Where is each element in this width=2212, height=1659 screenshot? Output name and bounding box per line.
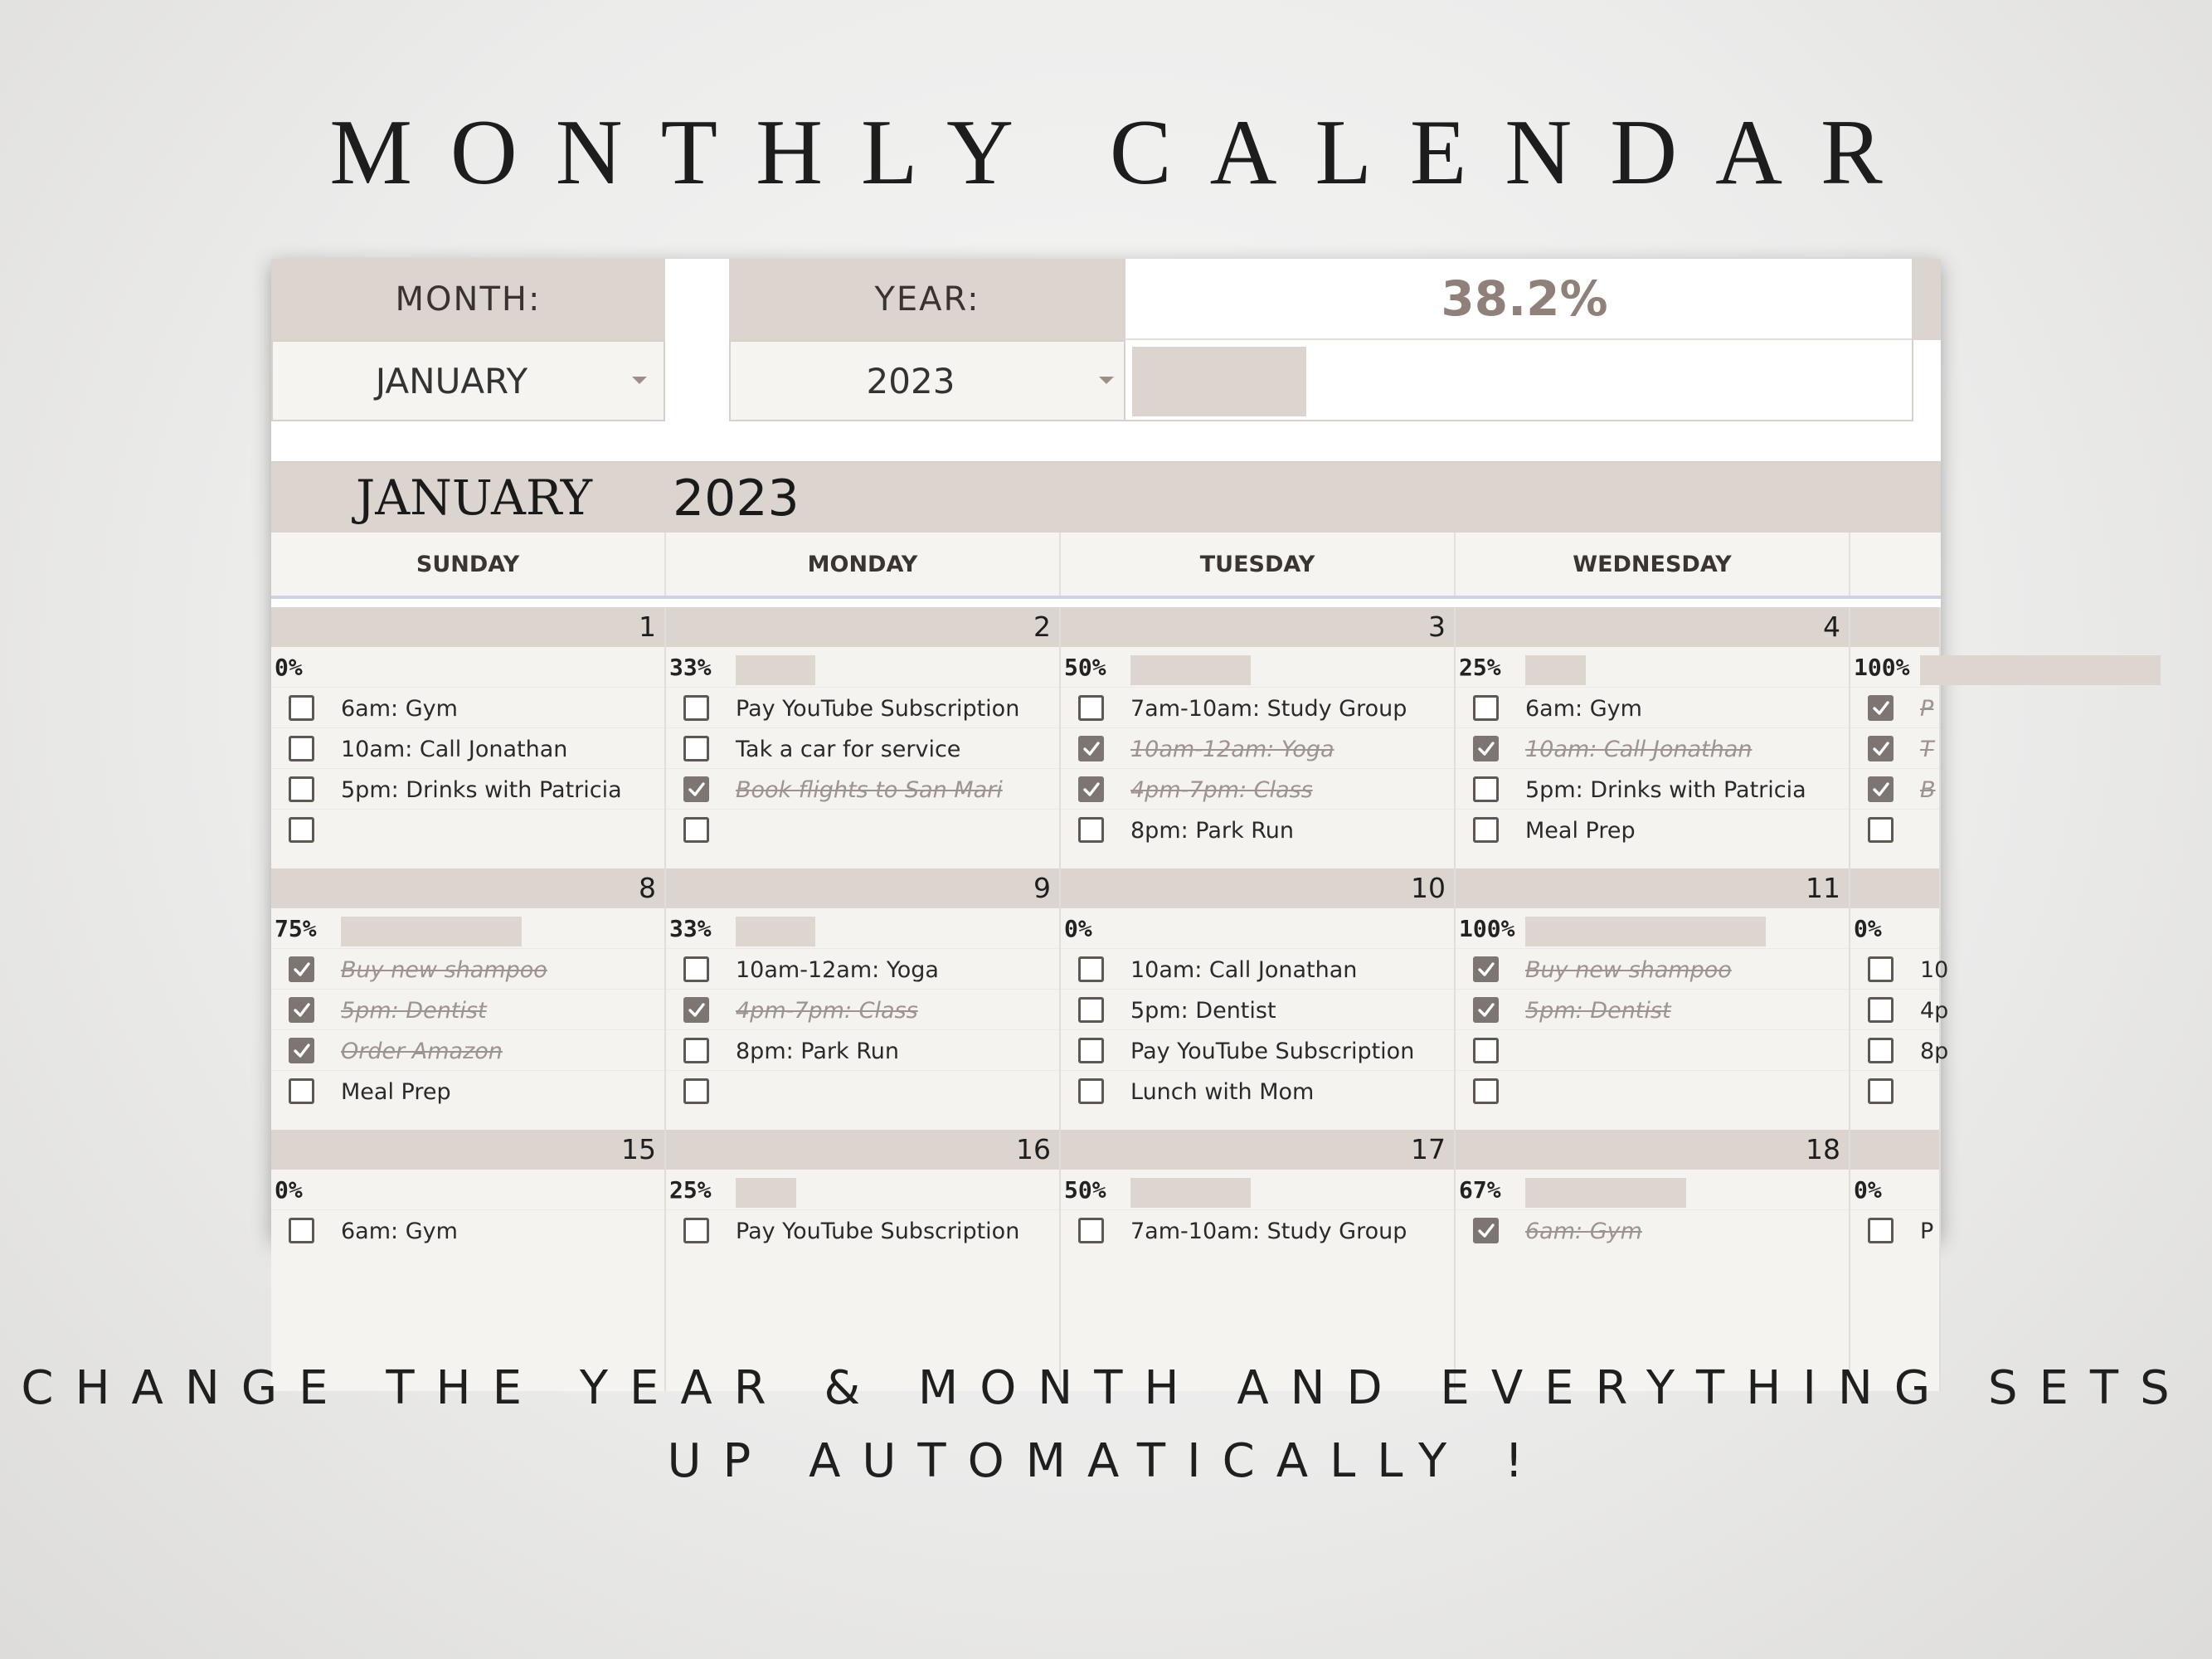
day-progress-row <box>1061 1170 1454 1209</box>
checkmark-icon <box>293 961 311 979</box>
weekday-thursday-partial <box>1850 533 1941 596</box>
day-progress-percent: 0% <box>1854 1176 1882 1204</box>
task-text[interactable]: 10am: Call Jonathan <box>1525 737 1753 762</box>
checkmark-icon <box>1477 1001 1495 1019</box>
task-checkbox[interactable] <box>1078 776 1104 802</box>
checkmark-icon <box>688 1001 706 1019</box>
task-item <box>271 948 664 989</box>
task-checkbox[interactable] <box>1078 695 1104 721</box>
task-checkbox[interactable] <box>1473 817 1499 843</box>
day-progress-bar <box>736 1178 796 1208</box>
task-checkbox[interactable] <box>1473 997 1499 1023</box>
task-text[interactable]: Tak a car for service <box>736 737 961 762</box>
day-cell <box>666 868 1061 1130</box>
checkmark-icon <box>1082 740 1101 758</box>
day-number: 1 <box>639 611 656 643</box>
day-progress-row <box>271 1170 664 1209</box>
day-number-bar <box>1850 868 1939 908</box>
task-item <box>1061 989 1454 1029</box>
task-checkbox[interactable] <box>1078 736 1104 761</box>
task-item <box>666 1209 1059 1250</box>
day-progress-row <box>271 908 664 948</box>
day-number-bar <box>271 868 664 908</box>
weekday-wednesday: WEDNESDAY <box>1456 533 1850 596</box>
checkmark-icon <box>688 781 706 799</box>
task-item <box>271 687 664 727</box>
task-checkbox[interactable] <box>1473 695 1499 721</box>
task-text[interactable]: 6am: Gym <box>1525 696 1642 722</box>
task-item <box>1850 948 1949 989</box>
year-dropdown[interactable] <box>729 340 1125 421</box>
task-text[interactable]: 10am-12am: Yoga <box>736 957 939 983</box>
checkmark-icon <box>1477 961 1495 979</box>
task-item <box>666 768 1059 809</box>
task-item <box>666 1029 1059 1070</box>
task-item <box>666 948 1059 989</box>
task-text[interactable]: 7am-10am: Study Group <box>1130 696 1407 722</box>
day-progress-percent: 0% <box>275 654 303 681</box>
task-checkbox[interactable] <box>1473 736 1499 761</box>
calendar-title <box>271 461 1941 533</box>
calendar-title-year: 2023 <box>673 469 800 528</box>
task-item <box>1061 727 1454 768</box>
task-item <box>1850 1029 1949 1070</box>
task-text[interactable]: Buy new shampoo <box>1525 957 1732 983</box>
task-item <box>271 809 664 849</box>
day-cell <box>1456 868 1850 1130</box>
day-progress-percent: 75% <box>275 915 317 942</box>
day-number: 3 <box>1428 611 1446 643</box>
day-progress-row <box>666 1170 1059 1209</box>
day-number-bar <box>1850 1130 1939 1170</box>
day-progress-bar <box>1130 1178 1251 1208</box>
caption: CHANGE THE YEAR & MONTH AND EVERYTHING SETS UP AUTOMATICALLY ! <box>21 1361 2191 1488</box>
task-checkbox[interactable] <box>289 1218 314 1243</box>
task-text[interactable]: 8pm: Park Run <box>736 1039 900 1064</box>
task-checkbox[interactable] <box>1078 997 1104 1023</box>
task-checkbox[interactable] <box>1078 817 1104 843</box>
day-cell <box>1850 868 1949 1130</box>
task-checkbox[interactable] <box>1868 817 1894 843</box>
checkmark-icon <box>293 1001 311 1019</box>
day-number-bar <box>666 607 1059 647</box>
task-checkbox[interactable] <box>1868 1038 1894 1063</box>
day-progress-row <box>1061 908 1454 948</box>
day-progress-row <box>666 908 1059 948</box>
day-progress-bar <box>1525 655 1586 685</box>
overall-progress-bar <box>1125 340 1923 421</box>
day-number: 15 <box>621 1133 656 1165</box>
task-text[interactable]: Meal Prep <box>341 1079 451 1105</box>
day-progress-bar <box>341 917 522 946</box>
task-item <box>1850 1209 1939 1250</box>
task-item <box>271 989 664 1029</box>
day-number-bar <box>666 1130 1059 1170</box>
task-item <box>271 768 664 809</box>
day-number: 2 <box>1033 611 1051 643</box>
task-checkbox[interactable] <box>1078 1038 1104 1063</box>
task-item <box>1061 809 1454 849</box>
task-item <box>666 1070 1059 1111</box>
task-item <box>1850 809 1939 849</box>
task-checkbox[interactable] <box>1078 1078 1104 1104</box>
day-progress-bar <box>1525 917 1766 946</box>
day-progress-percent: 25% <box>669 1176 712 1204</box>
weekday-monday: MONDAY <box>666 533 1061 596</box>
task-text[interactable]: 5pm: Dentist <box>341 998 487 1024</box>
day-number-bar <box>1456 1130 1849 1170</box>
task-item <box>1061 948 1454 989</box>
day-progress-percent: 33% <box>669 654 712 681</box>
task-item <box>1456 1070 1849 1111</box>
task-item <box>1850 727 1939 768</box>
task-checkbox[interactable] <box>683 1218 709 1243</box>
task-checkbox[interactable] <box>1473 1038 1499 1063</box>
task-item <box>271 727 664 768</box>
day-progress-percent: 33% <box>669 915 712 942</box>
task-checkbox[interactable] <box>289 695 314 721</box>
task-checkbox[interactable] <box>1868 956 1894 982</box>
checkmark-icon <box>1477 740 1495 758</box>
task-checkbox[interactable] <box>1473 1078 1499 1104</box>
task-item <box>1850 687 1939 727</box>
task-text[interactable]: 10am: Call Jonathan <box>1130 957 1358 983</box>
task-checkbox[interactable] <box>1868 1078 1894 1104</box>
day-progress-percent: 67% <box>1459 1176 1501 1204</box>
task-item <box>1456 948 1849 989</box>
task-checkbox[interactable] <box>289 956 314 982</box>
task-checkbox[interactable] <box>1868 1218 1894 1243</box>
day-progress-row <box>1850 908 1939 948</box>
task-item <box>1061 687 1454 727</box>
task-text[interactable]: P <box>1920 1219 1934 1244</box>
task-checkbox[interactable] <box>1473 776 1499 802</box>
task-checkbox[interactable] <box>289 997 314 1023</box>
calendar-title-month: JANUARY <box>356 469 593 526</box>
day-progress-percent: 0% <box>275 1176 303 1204</box>
month-dropdown[interactable] <box>271 340 665 421</box>
day-number-bar <box>666 868 1059 908</box>
day-progress-row <box>1850 647 1939 687</box>
year-value: 2023 <box>866 360 955 401</box>
task-text[interactable]: 10am-12am: Yoga <box>1130 737 1334 762</box>
day-number-bar <box>1061 868 1454 908</box>
task-item <box>1456 768 1849 809</box>
checkmark-icon <box>1872 781 1890 799</box>
task-item <box>271 1070 664 1111</box>
task-item <box>271 1209 664 1250</box>
task-checkbox[interactable] <box>1473 956 1499 982</box>
day-number: 16 <box>1016 1133 1051 1165</box>
task-item <box>1456 687 1849 727</box>
task-checkbox[interactable] <box>289 817 314 843</box>
day-progress-bar <box>736 655 815 685</box>
task-item <box>271 1029 664 1070</box>
chevron-down-icon <box>632 377 647 384</box>
task-checkbox[interactable] <box>683 695 709 721</box>
task-item <box>1061 1029 1454 1070</box>
day-progress-row <box>1456 1170 1849 1209</box>
task-text[interactable]: 7am-10am: Study Group <box>1130 1219 1407 1244</box>
day-number-bar <box>271 1130 664 1170</box>
task-text[interactable]: B <box>1920 777 1936 803</box>
task-text[interactable]: Order Amazon <box>341 1039 503 1064</box>
task-checkbox[interactable] <box>683 776 709 802</box>
day-number-bar <box>1061 607 1454 647</box>
task-checkbox[interactable] <box>683 956 709 982</box>
day-number-bar <box>1061 1130 1454 1170</box>
task-item <box>1456 727 1849 768</box>
day-progress-row <box>1850 1170 1939 1209</box>
day-number: 17 <box>1411 1133 1446 1165</box>
task-text[interactable]: 4p <box>1920 998 1949 1024</box>
day-cell <box>271 868 666 1130</box>
task-text[interactable]: P <box>1920 696 1934 722</box>
day-progress-percent: 50% <box>1064 1176 1106 1204</box>
day-progress-percent: 0% <box>1064 915 1092 942</box>
day-cell <box>1061 607 1456 868</box>
task-checkbox[interactable] <box>683 997 709 1023</box>
chevron-down-icon <box>1099 377 1114 384</box>
task-checkbox[interactable] <box>289 1078 314 1104</box>
day-progress-percent: 0% <box>1854 915 1882 942</box>
task-text[interactable]: 4pm-7pm: Class <box>1130 777 1313 803</box>
task-item <box>1456 1029 1849 1070</box>
day-cell <box>271 607 666 868</box>
day-progress-row <box>666 647 1059 687</box>
day-progress-row <box>1456 908 1849 948</box>
day-progress-bar <box>1920 655 2161 685</box>
day-cell <box>1456 607 1850 868</box>
checkmark-icon <box>1477 1222 1495 1240</box>
task-text[interactable]: Pay YouTube Subscription <box>736 1219 1020 1244</box>
day-progress-bar <box>1130 655 1251 685</box>
day-progress-bar <box>1525 1178 1686 1208</box>
task-checkbox[interactable] <box>683 1038 709 1063</box>
day-progress-percent: 50% <box>1064 654 1106 681</box>
task-item <box>1850 1070 1939 1111</box>
task-checkbox[interactable] <box>683 736 709 761</box>
task-checkbox[interactable] <box>289 736 314 761</box>
day-number: 8 <box>639 872 656 904</box>
task-checkbox[interactable] <box>1868 776 1894 802</box>
task-text[interactable]: 5pm: Drinks with Patricia <box>1525 777 1806 803</box>
task-text[interactable]: 5pm: Drinks with Patricia <box>341 777 622 803</box>
task-text[interactable]: 5pm: Dentist <box>1130 998 1276 1024</box>
task-item <box>666 809 1059 849</box>
task-text[interactable]: 4pm-7pm: Class <box>736 998 918 1024</box>
task-checkbox[interactable] <box>289 776 314 802</box>
checkmark-icon <box>293 1042 311 1060</box>
day-number-bar <box>1456 868 1849 908</box>
weekday-tuesday: TUESDAY <box>1061 533 1456 596</box>
task-item <box>1456 989 1849 1029</box>
task-item <box>666 989 1059 1029</box>
header-edge <box>1912 340 1941 421</box>
task-item <box>1061 768 1454 809</box>
task-checkbox[interactable] <box>1868 997 1894 1023</box>
task-item <box>666 687 1059 727</box>
day-progress-percent: 100% <box>1459 915 1515 942</box>
task-item <box>1850 768 1939 809</box>
overall-progress-fill <box>1132 347 1306 416</box>
page-title: MONTHLY CALENDAR <box>329 101 1921 204</box>
checkmark-icon <box>1872 699 1890 718</box>
task-text[interactable]: 6am: Gym <box>341 696 458 722</box>
day-number-bar <box>1850 607 1939 647</box>
day-cell <box>666 607 1061 868</box>
day-cell <box>1850 607 1941 868</box>
task-item <box>1456 1209 1849 1250</box>
task-text[interactable]: Pay YouTube Subscription <box>736 696 1020 722</box>
task-item <box>666 727 1059 768</box>
day-number: 11 <box>1806 872 1840 904</box>
task-text[interactable]: Meal Prep <box>1525 818 1636 844</box>
task-text[interactable]: 5pm: Dentist <box>1525 998 1671 1024</box>
day-number: 10 <box>1411 872 1446 904</box>
task-item <box>1456 809 1849 849</box>
year-label: YEAR: <box>729 259 1125 340</box>
weekday-sunday: SUNDAY <box>271 533 666 596</box>
day-number-bar <box>1456 607 1849 647</box>
task-item <box>1061 1070 1454 1111</box>
overall-progress-percent: 38.2% <box>1125 259 1923 340</box>
day-progress-percent: 25% <box>1459 654 1501 681</box>
task-text[interactable]: 8pm: Park Run <box>1130 818 1295 844</box>
task-text[interactable]: 8p <box>1920 1039 1949 1064</box>
day-progress-row <box>271 647 664 687</box>
day-progress-bar <box>736 917 815 946</box>
task-text[interactable]: Pay YouTube Subscription <box>1130 1039 1415 1064</box>
header-edge <box>1912 259 1941 340</box>
task-checkbox[interactable] <box>683 817 709 843</box>
task-checkbox[interactable] <box>1078 1218 1104 1243</box>
day-number: 4 <box>1823 611 1840 643</box>
task-item <box>1850 989 1949 1029</box>
calendar-sheet <box>271 259 1949 1244</box>
task-text[interactable]: Book flights to San Mari <box>736 777 1003 803</box>
task-text[interactable]: Lunch with Mom <box>1130 1079 1315 1105</box>
month-label: MONTH: <box>271 259 665 340</box>
day-progress-percent: 100% <box>1854 654 1910 681</box>
task-text[interactable]: T <box>1920 737 1934 762</box>
month-value: JANUARY <box>375 360 528 401</box>
day-number-bar <box>271 607 664 647</box>
task-text[interactable]: Buy new shampoo <box>341 957 547 983</box>
day-number: 9 <box>1033 872 1051 904</box>
task-checkbox[interactable] <box>683 1078 709 1104</box>
task-checkbox[interactable] <box>1868 695 1894 721</box>
day-cell <box>1061 868 1456 1130</box>
task-text[interactable]: 10 <box>1920 957 1949 983</box>
task-checkbox[interactable] <box>289 1038 314 1063</box>
day-progress-row <box>1061 647 1454 687</box>
task-checkbox[interactable] <box>1868 736 1894 761</box>
checkmark-icon <box>1082 781 1101 799</box>
task-text[interactable]: 6am: Gym <box>1525 1219 1642 1244</box>
task-text[interactable]: 6am: Gym <box>341 1219 458 1244</box>
task-item <box>1061 1209 1454 1250</box>
task-checkbox[interactable] <box>1078 956 1104 982</box>
checkmark-icon <box>1872 740 1890 758</box>
task-checkbox[interactable] <box>1473 1218 1499 1243</box>
task-text[interactable]: 10am: Call Jonathan <box>341 737 568 762</box>
day-progress-row <box>1456 647 1849 687</box>
day-number: 18 <box>1806 1133 1840 1165</box>
weekday-header-row <box>271 533 1941 599</box>
